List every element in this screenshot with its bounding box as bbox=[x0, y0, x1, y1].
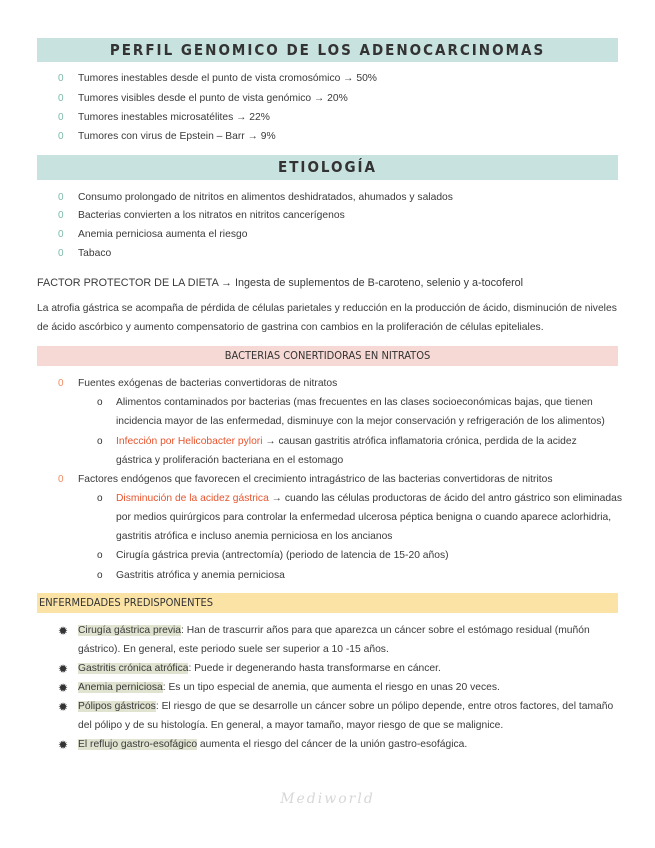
flower-bullet-icon: ✹ bbox=[58, 662, 69, 676]
list-item: Factores endógenos que favorecen el crecimiento intragástrico de las bacterias convertidoras de nitritos bbox=[78, 474, 553, 485]
bullet-icon: 0 bbox=[58, 210, 64, 221]
highlight-red: Infección por Helicobacter pylori bbox=[116, 436, 263, 447]
highlighted-term: Cirugía gástrica previa bbox=[78, 625, 182, 636]
highlighted-term: Anemia perniciosa bbox=[78, 682, 163, 693]
section-title-bacterias: BACTERIAS CONERTIDORAS EN NITRATOS bbox=[37, 346, 618, 366]
highlighted-term: El reflujo gastro-esofágico bbox=[78, 739, 198, 750]
list-item: Tabaco bbox=[78, 248, 112, 259]
flower-bullet-icon: ✹ bbox=[58, 738, 69, 752]
sub-item: Gastritis atrófica y anemia perniciosa bbox=[116, 570, 285, 581]
item-text: aumenta el riesgo del cáncer de la unión gastro-esofágica. bbox=[197, 739, 468, 750]
sub-item-cont: por medios quirúrgicos para controlar la enfermedad ulcerosa péptica benigna o cuando aparece aclorhidria, bbox=[116, 512, 612, 523]
item-text: : Puede ir degenerando hasta transformarse en cáncer. bbox=[188, 663, 441, 674]
sub-item-text: → cuando las células productoras de ácido del antro gástrico son eliminadas bbox=[268, 493, 622, 504]
list-item: Anemia perniciosa aumenta el riesgo bbox=[78, 229, 248, 240]
sub-bullet-icon: o bbox=[97, 550, 103, 561]
list-item bbox=[78, 662, 441, 676]
bullet-icon: 0 bbox=[58, 93, 64, 104]
bullet-icon: 0 bbox=[58, 73, 64, 84]
flower-bullet-icon: ✹ bbox=[58, 681, 69, 695]
highlighted-term: Gastritis crónica atrófica bbox=[78, 663, 189, 674]
watermark-logo: Mediworld bbox=[280, 791, 375, 807]
section-title-enfermedades: ENFERMEDADES PREDISPONENTES bbox=[37, 593, 618, 613]
sub-item-text: → causan gastritis atrófica inflamatoria crónica, perdida de la acidez bbox=[262, 436, 577, 447]
sub-item bbox=[116, 492, 622, 506]
bullet-icon: 0 bbox=[58, 474, 64, 485]
sub-bullet-icon: o bbox=[97, 436, 103, 447]
bullet-icon: 0 bbox=[58, 192, 64, 203]
list-item-cont: del pólipo y de su histología. En general, a mayor tamaño, mayor riesgo de que se malignice. bbox=[78, 720, 504, 731]
bullet-icon: 0 bbox=[58, 131, 64, 142]
highlighted-term: Pólipos gástricos bbox=[78, 701, 156, 712]
sub-item-cont: gastritis atrófica e incluso anemia perniciosa en los ancianos bbox=[116, 531, 393, 542]
list-item-cont: gástrico). En general, este periodo suele ser superior a 10 -15 años. bbox=[78, 644, 389, 655]
item-text: : El riesgo de que se desarrolle un cáncer sobre un pólipo depende, entre otros factores, del tamaño bbox=[155, 701, 614, 712]
list-item: Tumores inestables microsatélites → 22% bbox=[78, 112, 270, 123]
list-item bbox=[78, 624, 590, 638]
paragraph-line: de ácido ascórbico y aumento compensatorio de gastrina con cambios en la proliferación de células epiteliales. bbox=[37, 322, 544, 333]
bullet-icon: 0 bbox=[58, 248, 64, 259]
list-item bbox=[78, 681, 500, 695]
sub-item: Cirugía gástrica previa (antrectomía) (periodo de latencia de 15-20 años) bbox=[116, 550, 449, 561]
flower-bullet-icon: ✹ bbox=[58, 700, 69, 714]
factor-protector: FACTOR PROTECTOR DE LA DIETA → Ingesta de suplementos de B-caroteno, selenio y a-tocoferol bbox=[37, 277, 524, 289]
flower-bullet-icon: ✹ bbox=[58, 624, 69, 638]
sub-bullet-icon: o bbox=[97, 493, 103, 504]
sub-item-cont: incidencia mayor de las enfermedad, disminuye con la mejor conservación y refrigeración de los alimentos) bbox=[116, 416, 605, 427]
item-text: : Es un tipo especial de anemia, que aumenta el riesgo en unas 20 veces. bbox=[162, 682, 500, 693]
section-title-perfil: PERFIL GENOMICO DE LOS ADENOCARCINOMAS bbox=[37, 38, 618, 62]
sub-item-cont: gástrica y proliferación bacteriana en el estomago bbox=[116, 455, 344, 466]
list-item: Consumo prolongado de nitritos en alimentos deshidratados, ahumados y salados bbox=[78, 192, 453, 203]
sub-bullet-icon: o bbox=[97, 570, 103, 581]
sub-item bbox=[116, 435, 577, 449]
highlight-red: Disminución de la acidez gástrica bbox=[116, 493, 269, 504]
list-item bbox=[78, 700, 613, 714]
bullet-icon: 0 bbox=[58, 112, 64, 123]
list-item: Fuentes exógenas de bacterias convertidoras de nitratos bbox=[78, 378, 338, 389]
list-item: Tumores con virus de Epstein – Barr → 9% bbox=[78, 131, 276, 142]
list-item bbox=[78, 738, 467, 752]
section-title-etiologia: ETIOLOGÍA bbox=[37, 155, 618, 180]
bullet-icon: 0 bbox=[58, 229, 64, 240]
bullet-icon: 0 bbox=[58, 378, 64, 389]
list-item: Tumores visibles desde el punto de vista genómico → 20% bbox=[78, 93, 348, 104]
list-item: Bacterias convierten a los nitratos en nitritos cancerígenos bbox=[78, 210, 345, 221]
paragraph-line: La atrofia gástrica se acompaña de pérdida de células parietales y reducción en la producción de ácido, disminución de niveles bbox=[37, 303, 617, 314]
sub-bullet-icon: o bbox=[97, 397, 103, 408]
item-text: : Han de trascurrir años para que aparezca un cáncer sobre el estómago residual (muñón bbox=[181, 625, 590, 636]
list-item: Tumores inestables desde el punto de vista cromosómico → 50% bbox=[78, 73, 377, 84]
sub-item: Alimentos contaminados por bacterias (mas frecuentes en las clases socioeconómicas bajas, que tienen bbox=[116, 397, 593, 408]
